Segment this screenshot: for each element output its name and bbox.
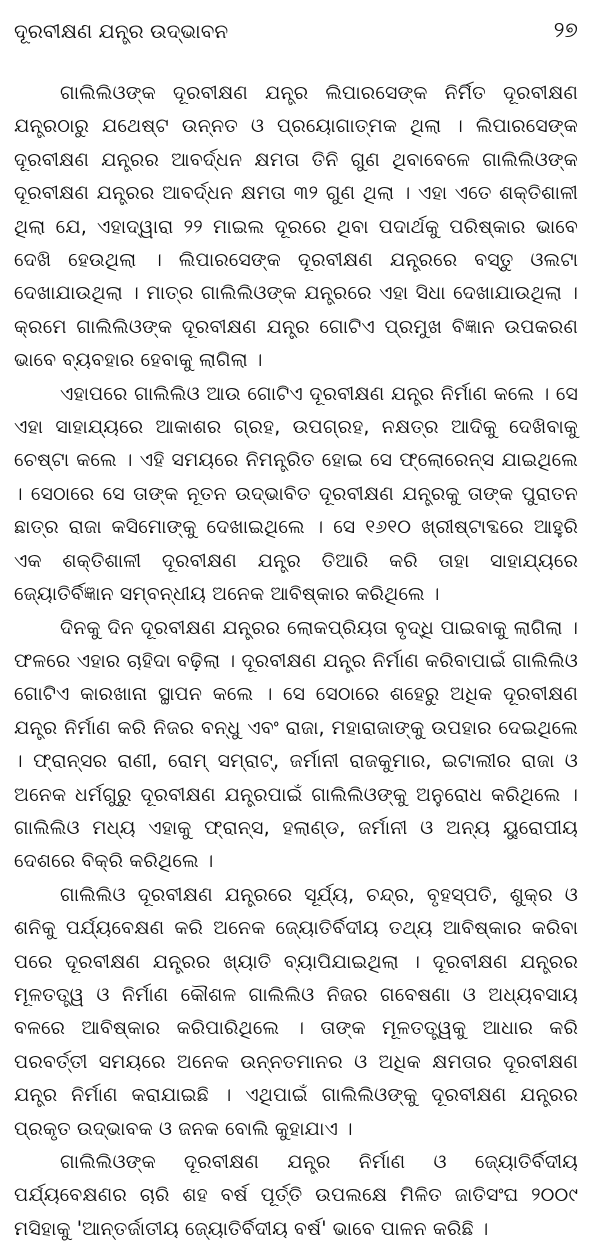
paragraph: ଗାଲିଲିଓଙ୍କ ଦୂରବୀକ୍ଷଣ ଯନ୍ତ୍ର ଲିପାରସେଙ୍କ ନିର୍ମିତ ଦୂରବୀକ୍ଷଣ ଯନ୍ତ୍ରଠାରୁ ଯଥେଷ୍ଟ ଉନ୍ନତ ଓ ପ୍ରୟୋଗାତ୍ମକ ଥିଲା । ଲିପାରସେଙ୍କ ଦୂରବୀକ୍ଷଣ ଯନ୍ତ୍ରର ଆବର୍ଦ୍ଧନ କ୍ଷମତା ତିନି ଗୁଣ ଥିବାବେଳେ ଗାଲିଲିଓଙ୍କ ଦୂରବୀକ୍ଷଣ ଯନ୍ତ୍ରର ଆବର୍ଦ୍ଧନ କ୍ଷମତା ୩୨ ଗୁଣ ଥିଲା । ଏହା ଏତେ ଶକ୍ତିଶାଳୀ ଥିଲା ଯେ, ଏହାଦ୍ୱାରା ୨୨ ମାଇଲ ଦୂରରେ ଥିବା ପଦାର୍ଥକୁ ପରିଷ୍କାର ଭାବେ ଦେଖି ହେଉଥିଲା । ଲିପାରସେଙ୍କ ଦୂରବୀକ୍ଷଣ ଯନ୍ତ୍ରରେ ବସ୍ତୁ ଓଲଟା ଦେଖାଯାଉଥିଲା । ମାତ୍ର ଗାଲିଲିଓଙ୍କ ଯନ୍ତ୍ରରେ ଏହା ସିଧା ଦେଖାଯାଉଥିଲା । କ୍ରମେ ଗାଲିଲିଓଙ୍କ ଦୂରବୀକ୍ଷଣ ଯନ୍ତ୍ର ଗୋଟିଏ ପ୍ରମୁଖ ବିଜ୍ଞାନ ଉପକରଣ ଭାବେ ବ୍ୟବହାର ହେବାକୁ ଲାଗିଲା । <box>14 81 578 372</box>
paragraph: ଗାଲିଲିଓଙ୍କ ଦୂରବୀକ୍ଷଣ ଯନ୍ତ୍ର ନିର୍ମାଣ ଓ ଜ୍ୟୋତିର୍ବିଦୀୟ ପର୍ଯ୍ୟବେକ୍ଷଣର ଚାରି ଶହ ବର୍ଷ ପୂର୍ତ୍ତି ଉପଲକ୍ଷେ ମିଳିତ ଜାତିସଂଘ ୨୦୦୯ ମସିହାକୁ 'ଆନ୍ତର୍ଜାତୀୟ ଜ୍ୟୋତିର୍ବିଦୀୟ ବର୍ଷ' ଭାବେ ପାଳନ କରିଛି । <box>14 1150 578 1240</box>
paragraph: ଗାଲିଲିଓ ଦୂରବୀକ୍ଷଣ ଯନ୍ତ୍ରରେ ସୂର୍ଯ୍ୟ, ଚନ୍ଦ୍ର, ବୃହସ୍ପତି, ଶୁକ୍ର ଓ ଶନିକୁ ପର୍ଯ୍ୟବେକ୍ଷଣ କରି ଅନେକ ଜ୍ୟୋତିର୍ବିଦୀୟ ତଥ୍ୟ ଆବିଷ୍କାର କରିବା ପରେ ଦୂରବୀକ୍ଷଣ ଯନ୍ତ୍ରର ଖ୍ୟାତି ବ୍ୟାପିଯାଇଥିଲା । ଦୂରବୀକ୍ଷଣ ଯନ୍ତ୍ରର ମୂଳତତ୍ତ୍ୱ ଓ ନିର୍ମାଣ କୌଶଳ ଗାଲିଲିଓ ନିଜର ଗବେଷଣା ଓ ଅଧ୍ୟବସାୟ ବଳରେ ଆବିଷ୍କାର କରିପାରିଥିଲେ । ତାଙ୍କ ମୂଳତତ୍ତ୍ୱକୁ ଆଧାର କରି ପରବର୍ତ୍ତୀ ସମୟରେ ଅନେକ ଉନ୍ନତମାନର ଓ ଅଧିକ କ୍ଷମତାର ଦୂରବୀକ୍ଷଣ ଯନ୍ତ୍ର ନିର୍ମାଣ କରାଯାଇଛି । ଏଥିପାଇଁ ଗାଲିଲିଓଙ୍କୁ ଦୂରବୀକ୍ଷଣ ଯନ୍ତ୍ରର ପ୍ରକୃତ ଉଦ୍ଭାବକ ଓ ଜନକ ବୋଲି କୁହାଯାଏ । <box>14 882 578 1140</box>
paragraph: ଦିନକୁ ଦିନ ଦୂରବୀକ୍ଷଣ ଯନ୍ତ୍ରର ଲୋକପ୍ରିୟତା ବୃଦ୍ଧି ପାଇବାକୁ ଲାଗିଲା । ଫଳରେ ଏହାର ଚାହିଦା ବଢ଼ିଲା । ଦୂରବୀକ୍ଷଣ ଯନ୍ତ୍ର ନିର୍ମାଣ କରିବାପାଇଁ ଗାଲିଲିଓ ଗୋଟିଏ କାରଖାନା ସ୍ଥାପନ କଲେ । ସେ ସେଠାରେ ଶହେରୁ ଅଧିକ ଦୂରବୀକ୍ଷଣ ଯନ୍ତ୍ର ନିର୍ମାଣ କରି ନିଜର ବନ୍ଧୁ ଏବଂ ରାଜା, ମହାରାଜାଙ୍କୁ ଉପହାର ଦେଇଥିଲେ । ଫ୍ରାନ୍ସର ରାଣୀ, ରୋମ୍ ସମ୍ରାଟ୍, ଜର୍ମାନୀ ରାଜକୁମାର, ଇଟାଲୀର ରାଜା ଓ ଅନେକ ଧର୍ମଗୁରୁ ଦୂରବୀକ୍ଷଣ ଯନ୍ତ୍ରପାଇଁ ଗାଲିଲିଓଙ୍କୁ ଅନୁରୋଧ କରିଥିଲେ । ଗାଲିଲିଓ ମଧ୍ୟ ଏହାକୁ ଫ୍ରାନ୍ସ, ହଲାଣ୍ଡ, ଜର୍ମାନୀ ଓ ଅନ୍ୟ ୟୁରୋପୀୟ ଦେଶରେ ବିକ୍ରି କରିଥିଲେ । <box>14 615 578 873</box>
paragraph: ଏହାପରେ ଗାଲିଲିଓ ଆଉ ଗୋଟିଏ ଦୂରବୀକ୍ଷଣ ଯନ୍ତ୍ର ନିର୍ମାଣ କଲେ । ସେ ଏହା ସାହାଯ୍ୟରେ ଆକାଶର ଗ୍ରହ, ଉପଗ୍ରହ, ନକ୍ଷତ୍ର ଆଦିକୁ ଦେଖିବାକୁ ଚେଷ୍ଟା କଲେ । ଏହି ସମୟରେ ନିମନ୍ତ୍ରିତ ହୋଇ ସେ ଫ୍ଲୋରେନ୍ସ ଯାଇଥିଲେ । ସେଠାରେ ସେ ତାଙ୍କ ନୂତନ ଉଦ୍ଭାବିତ ଦୂରବୀକ୍ଷଣ ଯନ୍ତ୍ରକୁ ତାଙ୍କ ପୁରାତନ ଛାତ୍ର ରାଜା କସିମୋଙ୍କୁ ଦେଖାଇଥିଲେ । ସେ ୧୬୧୦ ଖ୍ରୀଷ୍ଟାବ୍ଦରେ ଆହୁରି ଏକ ଶକ୍ତିଶାଳୀ ଦୂରବୀକ୍ଷଣ ଯନ୍ତ୍ର ତିଆରି କରି ତାହା ସାହାଯ୍ୟରେ ଜ୍ୟୋତିର୍ବିଜ୍ଞାନ ସମ୍ବନ୍ଧୀୟ ଅନେକ ଆବିଷ୍କାର କରିଥିଲେ । <box>14 381 578 606</box>
page-number: ୨୭ <box>553 18 578 43</box>
running-title: ଦୂରବୀକ୍ଷଣ ଯନ୍ତ୍ର ଉଦ୍ଭାବନ <box>14 19 229 43</box>
body-text <box>14 76 578 1245</box>
running-header <box>14 14 578 48</box>
